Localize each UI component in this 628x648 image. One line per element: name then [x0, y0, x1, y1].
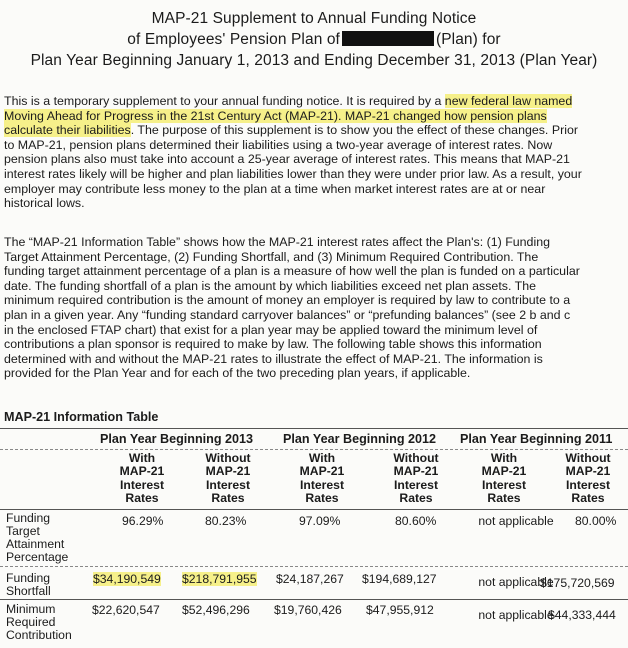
- col-header-2012-with: With MAP-21 Interest Rates: [299, 451, 345, 506]
- intro-line-2: Moving Ahead for Progress in the 21st Century Act (MAP-21). MAP-21 changed how pension plans: [4, 108, 547, 123]
- highlight: $34,190,549: [93, 572, 161, 586]
- table-cell: not applicable: [478, 575, 554, 589]
- table-cell: 96.29%: [122, 514, 164, 528]
- table-cell: not applicable: [478, 514, 554, 528]
- row-label-minimum-required-contribution: Minimum Required Contribution: [6, 602, 72, 642]
- table-cell: $175,720,569: [540, 576, 615, 590]
- group-header-2011: Plan Year Beginning 2011: [460, 432, 613, 446]
- table-cell: $24,187,267: [276, 572, 344, 586]
- intro-line-8: historical lows.: [4, 196, 85, 211]
- table-cell: $52,496,296: [182, 603, 250, 617]
- explain-line: provided for the Plan Year and for each of the two preceding plan years, if applicable.: [4, 366, 471, 381]
- explanation-paragraph: [4, 235, 616, 381]
- plan-name-suffix: (Plan) for: [435, 31, 501, 48]
- intro-line-4: to MAP-21, pension plans determined their liabilities using a two-year average of interest rates. Now: [4, 137, 553, 152]
- intro-line-3: calculate their liabilities. The purpose of this supplement is to show you the effect of these changes. Prior: [4, 123, 578, 138]
- col-header-2013-without: Without MAP-21 Interest Rates: [205, 451, 251, 506]
- plan-name-prefix: of Employees' Pension Plan of: [127, 31, 340, 48]
- highlight: new federal law named: [444, 94, 573, 108]
- intro-line-5: pension plans also must take into account a 25-year average of interest rates. This means that MAP-21: [4, 152, 570, 167]
- table-cell: 97.09%: [299, 514, 341, 528]
- table-cell: 80.23%: [205, 514, 247, 528]
- table-rule: [0, 449, 628, 450]
- table-cell: [93, 573, 161, 586]
- intro-line-7: employer may contribute less money to the plan at a time when market interest rates are at or near: [4, 181, 546, 196]
- explain-line: date. The funding shortfall of a plan is the amount by which liabilities exceed net plan assets. The: [4, 278, 536, 293]
- highlight: MAP-21 changed how pension plans: [344, 108, 547, 123]
- table-cell: [182, 573, 257, 586]
- highlight: Moving Ahead for Progress in the 21st Century Act (MAP-21): [4, 108, 339, 123]
- table-cell: not applicable: [478, 608, 554, 622]
- explain-line: plan in a given year. Any “funding standard carryover balances” or “prefunding balances” (see 2 b and c: [4, 307, 571, 322]
- table-cell: 80.00%: [575, 514, 617, 528]
- table-title: MAP-21 Information Table: [4, 410, 159, 424]
- table-cell: $47,955,912: [366, 603, 434, 617]
- table-rule: [0, 428, 628, 429]
- col-header-2011-with: With MAP-21 Interest Rates: [481, 451, 527, 506]
- table-cell: $44,333,444: [548, 608, 616, 622]
- row-label-funding-shortfall: Funding Shortfall: [6, 571, 51, 598]
- intro-line-6: interest rates likely will be higher and plan liabilities lower than they were under prior law. As a result, your: [4, 166, 582, 181]
- intro-paragraph: [4, 94, 616, 211]
- redacted-plan-name: [342, 31, 434, 46]
- table-rule: [0, 566, 628, 567]
- table-rule: [0, 509, 628, 510]
- row-label-ftap: Funding Target Attainment Percentage: [6, 511, 69, 564]
- group-header-2012: Plan Year Beginning 2012: [283, 432, 437, 446]
- plan-year-line: Plan Year Beginning January 1, 2013 and Ending December 31, 2013 (Plan Year): [30, 52, 598, 69]
- group-header-2013: Plan Year Beginning 2013: [100, 432, 254, 446]
- explain-line: minimum required contribution is the amount of money an employer is required by law to contribute to a: [4, 293, 571, 308]
- col-header-2011-without: Without MAP-21 Interest Rates: [565, 451, 611, 506]
- col-header-2012-without: Without MAP-21 Interest Rates: [393, 451, 439, 506]
- highlight: calculate their liabilities: [4, 123, 131, 138]
- table-cell: $19,760,426: [274, 603, 342, 617]
- plan-name-line: [0, 31, 628, 49]
- explain-line: contributions a plan sponsor is required to make by law. The following table shows this information: [4, 337, 542, 352]
- table-cell: $22,620,547: [92, 603, 160, 617]
- intro-line-1: This is a temporary supplement to your annual funding notice. It is required by a new federal law named: [4, 94, 573, 108]
- notice-title: MAP-21 Supplement to Annual Funding Notice: [151, 10, 477, 27]
- highlight: $218,791,955: [182, 572, 257, 586]
- table-rule: [0, 599, 628, 600]
- explain-line: The “MAP-21 Information Table” shows how the MAP-21 interest rates affect the Plan's: (1) Funding: [4, 235, 550, 249]
- explain-line: in the enclosed FTAP chart) that exist for a plan year may be applied toward the minimum level of: [4, 322, 538, 337]
- explain-line: funding target attainment percentage of a plan is a measure of how well the plan is funded on a particular: [4, 264, 580, 279]
- explain-line: determined with and without the MAP-21 rates to illustrate the effect of MAP-21. The information is: [4, 351, 543, 366]
- table-cell: 80.60%: [395, 514, 437, 528]
- table-cell: $194,689,127: [362, 572, 437, 586]
- explain-line: Target Attainment Percentage, (2) Funding Shortfall, and (3) Minimum Required Contribution. The: [4, 249, 539, 264]
- col-header-2013-with: With MAP-21 Interest Rates: [119, 451, 165, 506]
